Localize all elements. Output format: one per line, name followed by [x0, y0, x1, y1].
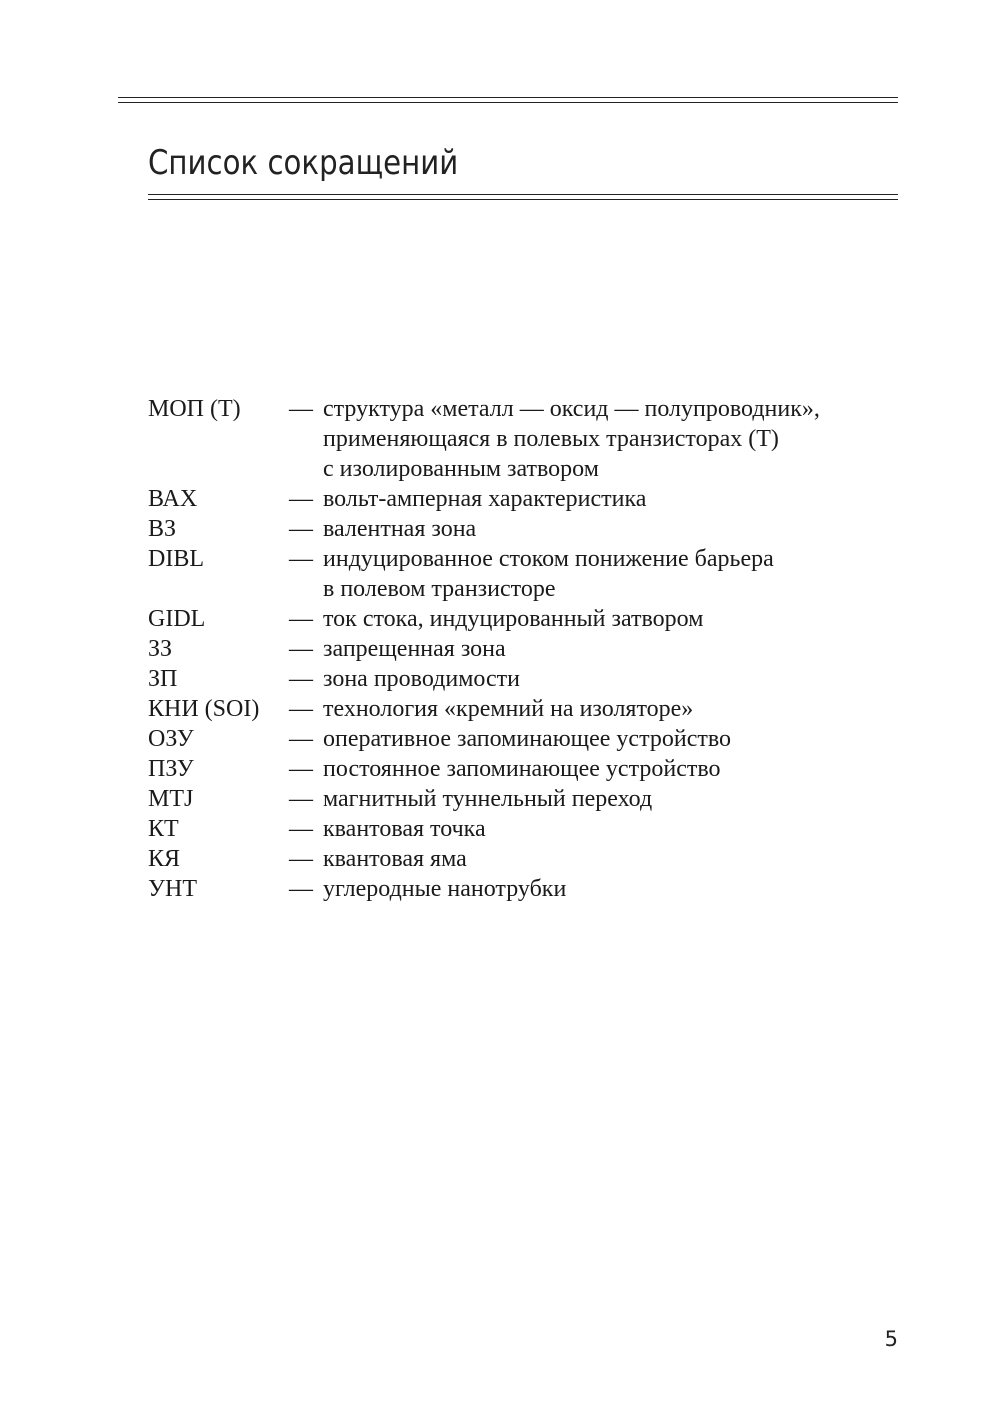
abbreviation-definition — [323, 484, 888, 514]
abbreviation-entry — [148, 394, 888, 484]
abbreviation-dash: — — [289, 696, 313, 722]
definition-line: индуцированное стоком понижение барьера — [323, 546, 774, 572]
abbreviation-entry — [148, 754, 888, 784]
chapter-title: Список сокращений — [148, 143, 459, 183]
abbreviation-dash: — — [289, 396, 313, 422]
abbreviation-dash: — — [289, 876, 313, 902]
abbreviation-definition — [323, 634, 888, 664]
abbreviation-entry — [148, 604, 888, 634]
abbreviation-entry — [148, 784, 888, 814]
abbreviation-entry — [148, 724, 888, 754]
abbreviation-definition — [323, 604, 888, 634]
abbreviation-definition — [323, 874, 888, 904]
abbreviation-definition — [323, 724, 888, 754]
abbreviation-term: MTJ — [148, 786, 194, 812]
abbreviation-entry — [148, 694, 888, 724]
abbreviation-entry — [148, 844, 888, 874]
abbreviation-entry — [148, 514, 888, 544]
definition-line: квантовая точка — [323, 816, 486, 842]
abbreviation-dash: — — [289, 606, 313, 632]
abbreviation-entry — [148, 634, 888, 664]
definition-line: вольт-амперная характеристика — [323, 486, 647, 512]
abbreviation-entry — [148, 664, 888, 694]
definition-line: квантовая яма — [323, 846, 467, 872]
abbreviation-term: ЗЗ — [148, 636, 173, 662]
abbreviation-dash: — — [289, 486, 313, 512]
abbreviation-dash: — — [289, 726, 313, 752]
abbreviation-term: ОЗУ — [148, 726, 194, 752]
definition-line: запрещенная зона — [323, 636, 506, 662]
definition-line: применяющаяся в полевых транзисторах (Т) — [323, 426, 779, 452]
abbreviation-definition — [323, 694, 888, 724]
abbreviation-dash: — — [289, 666, 313, 692]
abbreviation-term: DIBL — [148, 546, 204, 572]
abbreviation-list — [148, 394, 888, 904]
abbreviation-term: КЯ — [148, 846, 181, 872]
abbreviation-definition — [323, 814, 888, 844]
definition-line: валентная зона — [323, 516, 477, 542]
abbreviation-dash: — — [289, 636, 313, 662]
abbreviation-term: ПЗУ — [148, 756, 194, 782]
abbreviation-dash: — — [289, 516, 313, 542]
abbreviation-dash: — — [289, 816, 313, 842]
abbreviation-definition — [323, 544, 888, 604]
title-double-rule — [148, 194, 898, 200]
abbreviation-definition — [323, 784, 888, 814]
definition-line: в полевом транзисторе — [323, 576, 556, 602]
abbreviation-term: КНИ (SOI) — [148, 696, 260, 722]
abbreviation-term: GIDL — [148, 606, 206, 632]
definition-line: технология «кремний на изоляторе» — [323, 696, 694, 722]
definition-line: структура «металл — оксид — полупроводник», — [323, 396, 820, 422]
abbreviation-term: МОП (Т) — [148, 396, 241, 422]
definition-line: магнитный туннельный переход — [323, 786, 653, 812]
abbreviation-definition — [323, 514, 888, 544]
abbreviation-entry — [148, 814, 888, 844]
page-number: 5 — [884, 1327, 898, 1351]
abbreviation-definition — [323, 664, 888, 694]
abbreviation-definition — [323, 844, 888, 874]
definition-line: углеродные нанотрубки — [323, 876, 567, 902]
header-double-rule — [118, 97, 898, 103]
abbreviation-dash: — — [289, 846, 313, 872]
definition-line: оперативное запоминающее устройство — [323, 726, 732, 752]
abbreviation-entry — [148, 484, 888, 514]
definition-line: зона проводимости — [323, 666, 520, 692]
abbreviation-term: ВЗ — [148, 516, 177, 542]
abbreviation-definition — [323, 754, 888, 784]
abbreviation-entry — [148, 544, 888, 604]
abbreviation-term: УНТ — [148, 876, 197, 902]
abbreviation-term: КТ — [148, 816, 179, 842]
definition-line: с изолированным затвором — [323, 456, 599, 482]
abbreviation-dash: — — [289, 786, 313, 812]
abbreviation-term: ЗП — [148, 666, 178, 692]
abbreviation-term: ВАХ — [148, 486, 198, 512]
abbreviation-dash: — — [289, 546, 313, 572]
abbreviation-dash: — — [289, 756, 313, 782]
abbreviation-definition — [323, 394, 888, 484]
definition-line: ток стока, индуцированный затвором — [323, 606, 704, 632]
definition-line: постоянное запоминающее устройство — [323, 756, 721, 782]
abbreviation-entry — [148, 874, 888, 904]
